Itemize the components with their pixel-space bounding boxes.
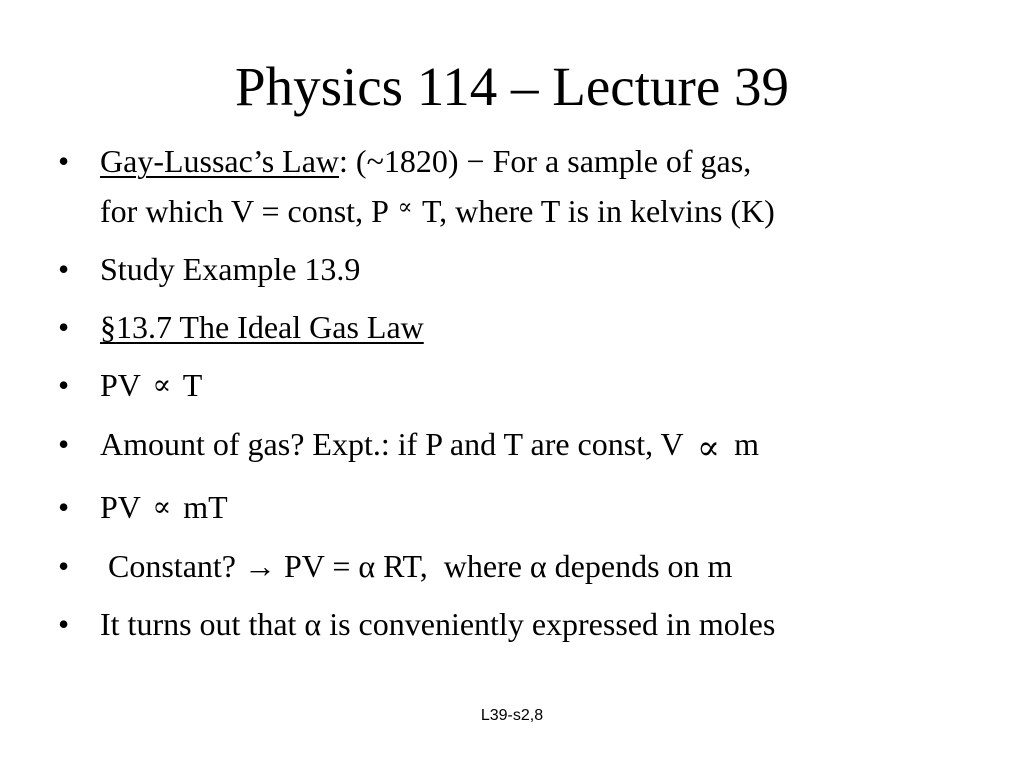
gay-lussac-description-line1: For a sample of gas, — [484, 143, 752, 179]
bullet-marker: • — [58, 489, 70, 525]
bullet-text: Constant? → PV = α RT, where α depends on m — [100, 548, 733, 584]
slide-title: Physics 114 – Lecture 39 — [235, 56, 789, 117]
bullet-text-end: m — [726, 426, 759, 462]
bullet-marker: • — [58, 309, 70, 345]
bullet-marker: • — [58, 251, 70, 287]
bullet-moles — [58, 601, 978, 647]
bullet-amount-of-gas — [58, 421, 978, 472]
bullet-text-end: T — [175, 367, 203, 403]
bullet-pv-proportional-mt — [58, 484, 978, 531]
ideal-gas-law-heading: §13.7 The Ideal Gas Law — [100, 309, 424, 345]
gay-lussac-description-line2-start: for which V = const, P — [100, 193, 396, 229]
bullet-text: Study Example 13.9 — [100, 251, 361, 287]
bullet-text-start: PV — [100, 367, 149, 403]
gay-lussac-date: : (~1820) — [339, 143, 467, 179]
bullet-text-end: mT — [175, 489, 228, 525]
bullet-gay-lussac-law — [58, 138, 978, 234]
bullet-study-example — [58, 246, 978, 292]
bullet-marker: • — [58, 548, 70, 584]
bullet-text-start: Amount of gas? Expt.: if P and T are const, V — [100, 426, 692, 462]
proportional-symbol: ∝ — [697, 430, 721, 467]
bullet-marker: • — [58, 606, 70, 642]
bullet-text: It turns out that α is conveniently expressed in moles — [100, 606, 776, 642]
bullet-marker: • — [58, 143, 70, 179]
bullet-marker: • — [58, 367, 70, 403]
bullet-constant — [58, 543, 978, 589]
gay-lussac-description-line2-end: T, where T is in kelvins (K) — [414, 193, 775, 229]
proportional-symbol: ∝ — [152, 492, 172, 523]
gay-lussac-law-heading: Gay-Lussac’s Law — [100, 143, 340, 179]
bullet-text-start: PV — [100, 489, 149, 525]
bullet-list — [58, 138, 978, 659]
bullet-ideal-gas-law-section — [58, 304, 978, 350]
proportional-symbol: ∝ — [397, 194, 413, 219]
proportional-symbol: ∝ — [152, 370, 172, 401]
bullet-pv-proportional-t — [58, 362, 978, 409]
bullet-marker: • — [58, 426, 70, 462]
slide-footer: L39-s2,8 — [480, 707, 544, 724]
minus-sign: − — [466, 143, 485, 179]
